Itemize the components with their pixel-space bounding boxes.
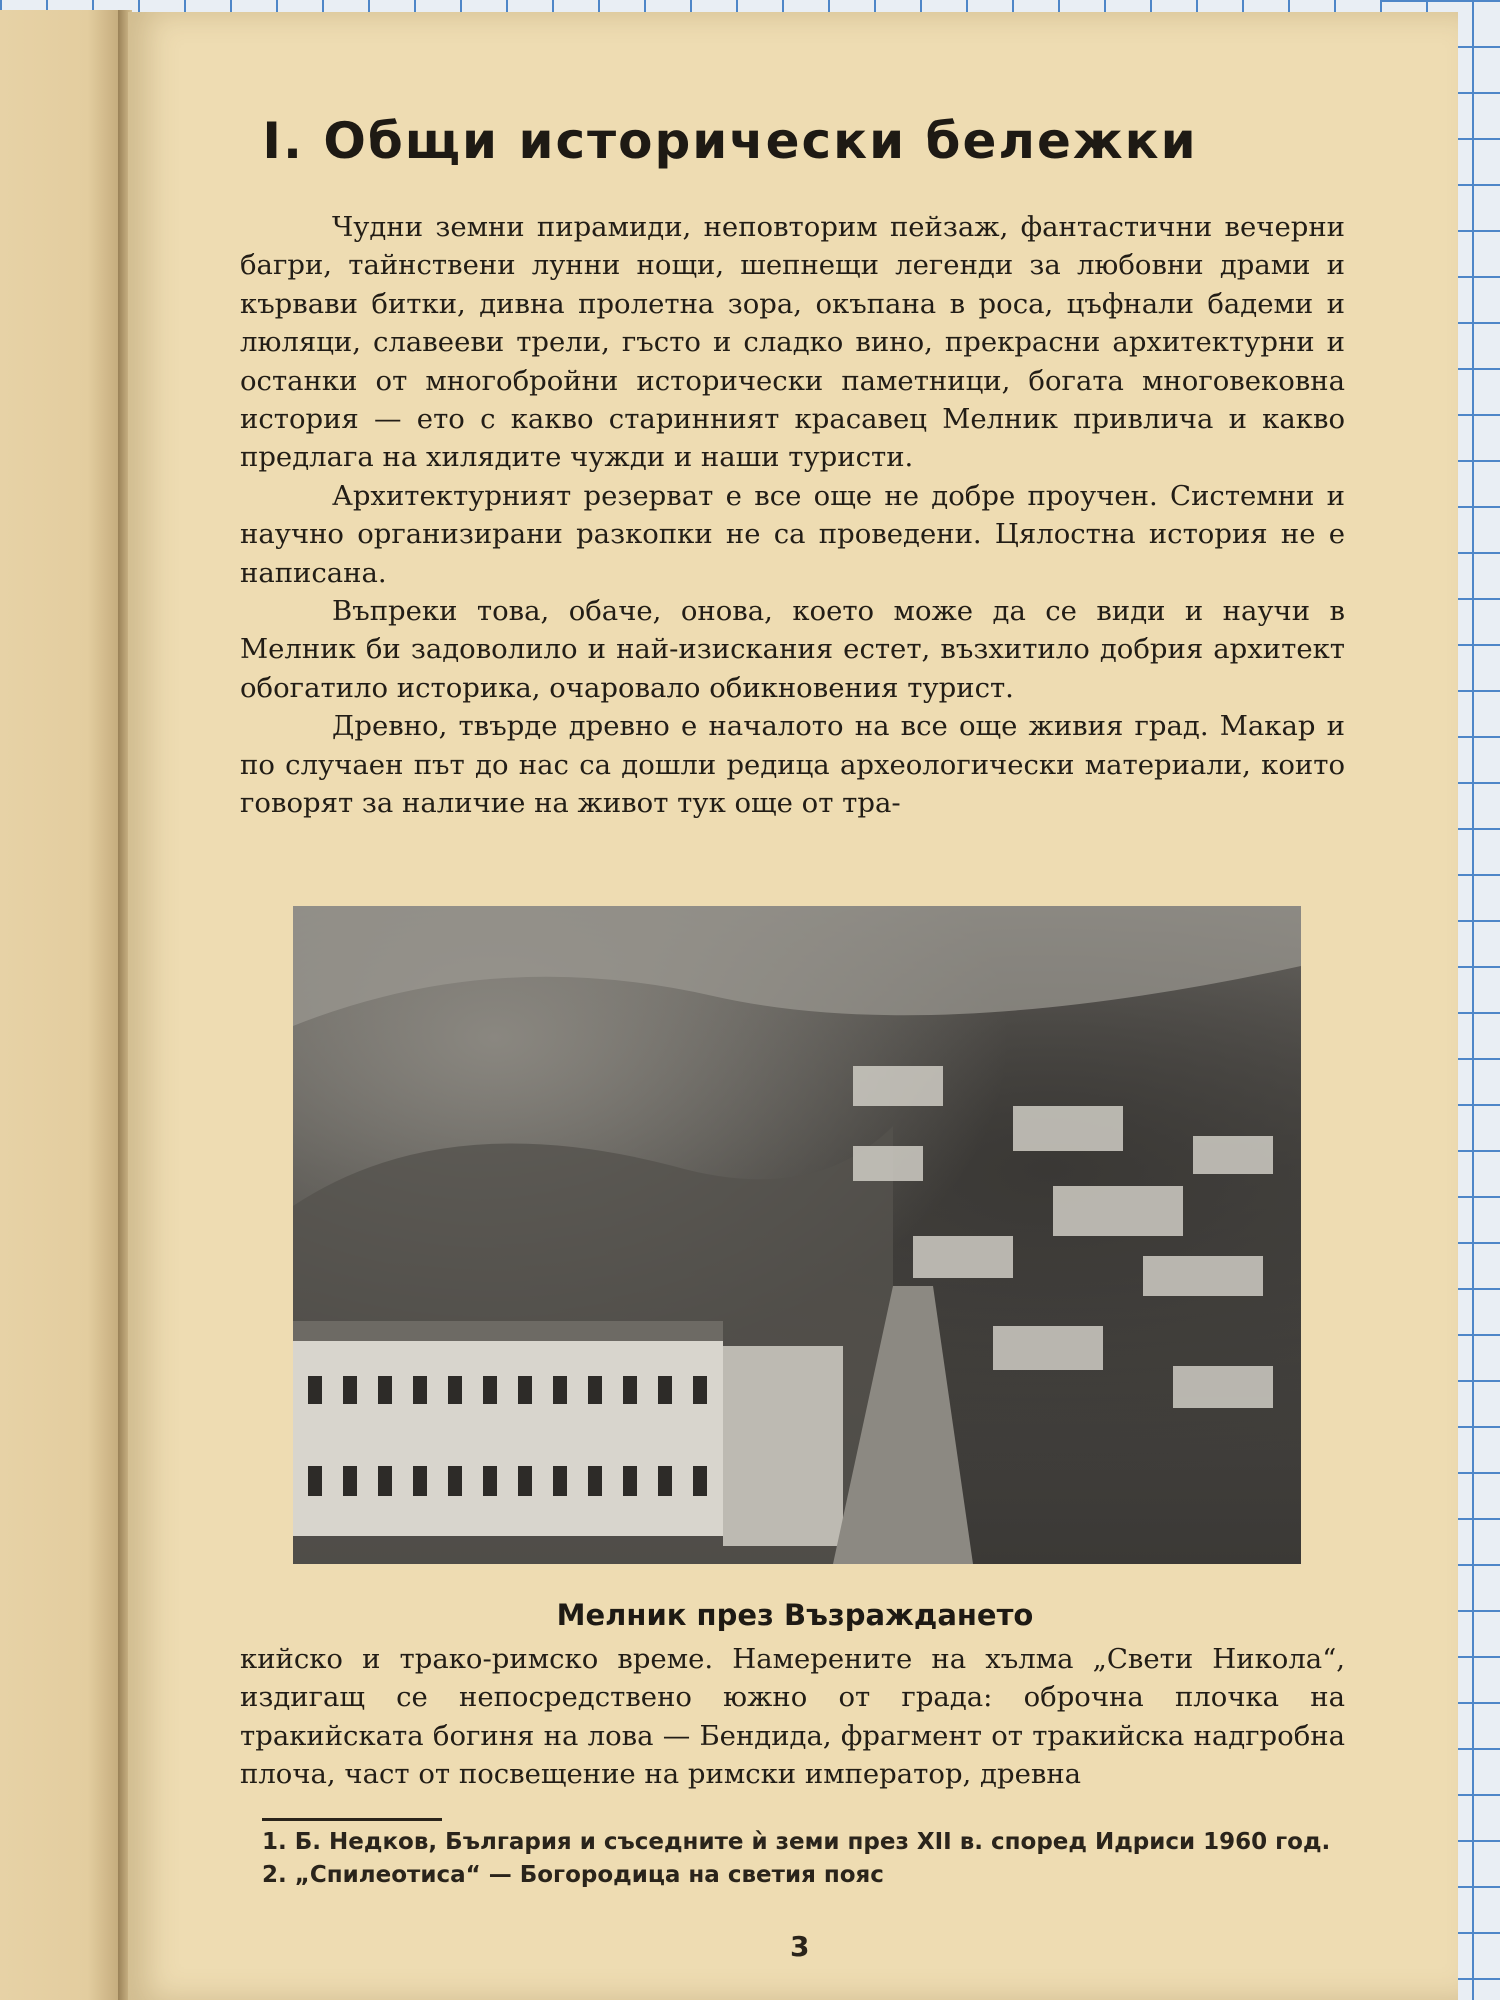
footnote-1: 1. Б. Недков, България и съседните ѝ земи през XII в. според Идриси 1960 год. xyxy=(262,1829,1331,1855)
melnik-photo xyxy=(293,906,1301,1564)
continuation-paragraph: кийско и трако-римско време. Намерените на хълма „Свети Никола“, издигащ се непосредствено южно от града: оброчна плочка на тракийската богиня на лова — Бендида, фрагмент от тракийска надгробна плоча, част от посвещение на римски император, древна xyxy=(240,1643,1345,1791)
photo-drawing xyxy=(293,906,1301,1564)
footnote-2: 2. „Спилеотиса“ — Богородица на светия пояс xyxy=(262,1862,884,1888)
main-text xyxy=(240,208,1345,823)
chapter-heading: I. Общи исторически бележки xyxy=(262,112,1198,170)
footnotes xyxy=(262,1826,1362,1892)
paragraph-2: Архитектурният резерват е все още не добре проучен. Системни и научно организирани разкопки не са проведени. Цялостна история не е написана. xyxy=(240,479,1345,589)
continuation-text xyxy=(240,1640,1345,1794)
photo-caption: Мелник през Възраждането xyxy=(556,1598,1034,1632)
paragraph-3: Въпреки това, обаче, онова, което може да се види и научи в Мелник би задоволило и най-изискания естет, възхитило добрия архитект обогатило историка, очаровало обикновения турист. xyxy=(240,595,1345,704)
footnote-rule xyxy=(262,1818,442,1821)
paragraph-1: Чудни земни пирамиди, неповторим пейзаж, фантастични вечерни багри, тайнствени лунни нощи, шепнещи легенди за любовни драми и кървави битки, дивна пролетна зора, окъпана в роса, цъфнали бадеми и люляци, славееви трели, гъсто и сладко вино, прекрасни архитектурни и останки от многобройни исторически паметници, богата многовековна история — ето с какво старинният красавец Мелник привлича и какво предлага на хилядите чужди и наши туристи. xyxy=(240,211,1345,474)
previous-page-edge xyxy=(0,10,125,2000)
paragraph-4: Древно, твърде древно е началото на все още живия град. Макар и по случаен път до нас са дошли редица археологически материали, които говорят за наличие на живот тук още от тра- xyxy=(240,710,1345,820)
page-number: 3 xyxy=(790,1930,810,1963)
